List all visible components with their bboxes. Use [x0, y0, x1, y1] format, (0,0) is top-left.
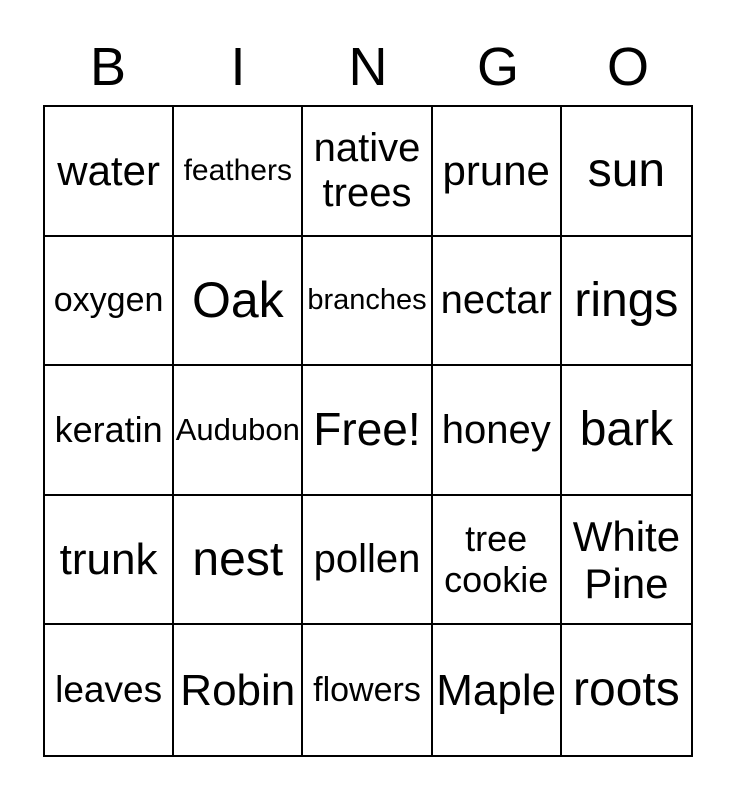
bingo-cell[interactable] — [303, 107, 432, 237]
bingo-cell-label: sun — [587, 143, 666, 197]
bingo-cell[interactable] — [174, 625, 303, 755]
bingo-cell[interactable] — [433, 496, 562, 626]
bingo-cell-label: prune — [442, 147, 550, 195]
bingo-cell-label: roots — [573, 663, 680, 717]
bingo-cell[interactable] — [562, 496, 691, 626]
bingo-cell-label: pollen — [313, 537, 421, 582]
header-letter-g: G — [476, 37, 519, 97]
bingo-cell-label: leaves — [55, 669, 163, 711]
bingo-cell-label: feathers — [183, 154, 292, 187]
bingo-cell[interactable] — [562, 366, 691, 496]
bingo-cell-label: bark — [579, 403, 674, 457]
bingo-cell[interactable] — [45, 625, 174, 755]
bingo-cell-label: keratin — [54, 408, 163, 450]
bingo-cell-label: oxygen — [53, 281, 164, 320]
bingo-cell-label: White Pine — [572, 512, 681, 607]
bingo-cell[interactable] — [433, 237, 562, 367]
bingo-cell[interactable] — [562, 107, 691, 237]
header-letter-n: N — [348, 37, 388, 97]
bingo-cell[interactable] — [174, 107, 303, 237]
bingo-cell[interactable] — [433, 366, 562, 496]
bingo-cell-label: rings — [574, 273, 679, 327]
bingo-cell[interactable] — [174, 496, 303, 626]
bingo-cell[interactable] — [45, 237, 174, 367]
bingo-cell-label: trunk — [59, 534, 158, 584]
bingo-cell-label: Audubon — [175, 411, 300, 447]
bingo-cell-label: Free! — [313, 403, 421, 456]
bingo-cell[interactable] — [174, 237, 303, 367]
bingo-cell[interactable] — [45, 107, 174, 237]
bingo-cell-label: nectar — [440, 277, 552, 322]
bingo-cell[interactable] — [303, 237, 432, 367]
header-letter-o: O — [606, 37, 649, 97]
bingo-cell[interactable] — [562, 237, 691, 367]
bingo-cell-label: honey — [441, 407, 551, 452]
bingo-cell[interactable] — [174, 366, 303, 496]
bingo-cell[interactable] — [45, 496, 174, 626]
bingo-cell[interactable] — [45, 366, 174, 496]
bingo-cell-label: nest — [192, 532, 284, 586]
bingo-cell[interactable] — [433, 107, 562, 237]
bingo-cell-label: tree cookie — [444, 518, 549, 600]
bingo-cell-label: native trees — [313, 126, 421, 215]
bingo-cell-label: Robin — [180, 665, 296, 715]
bingo-cell[interactable] — [303, 625, 432, 755]
bingo-cell-label: water — [57, 147, 160, 195]
bingo-cell[interactable] — [433, 625, 562, 755]
bingo-cell-label: Oak — [191, 272, 284, 329]
header-letter-b: B — [89, 37, 127, 97]
bingo-grid — [43, 105, 693, 757]
bingo-cell-free[interactable] — [303, 366, 432, 496]
bingo-header — [43, 34, 693, 100]
bingo-cell-label: branches — [307, 284, 427, 317]
bingo-cell-label: Maple — [436, 665, 557, 715]
header-letter-i: I — [230, 37, 246, 97]
bingo-cell[interactable] — [303, 496, 432, 626]
bingo-cell[interactable] — [562, 625, 691, 755]
bingo-cell-label: flowers — [313, 671, 421, 710]
